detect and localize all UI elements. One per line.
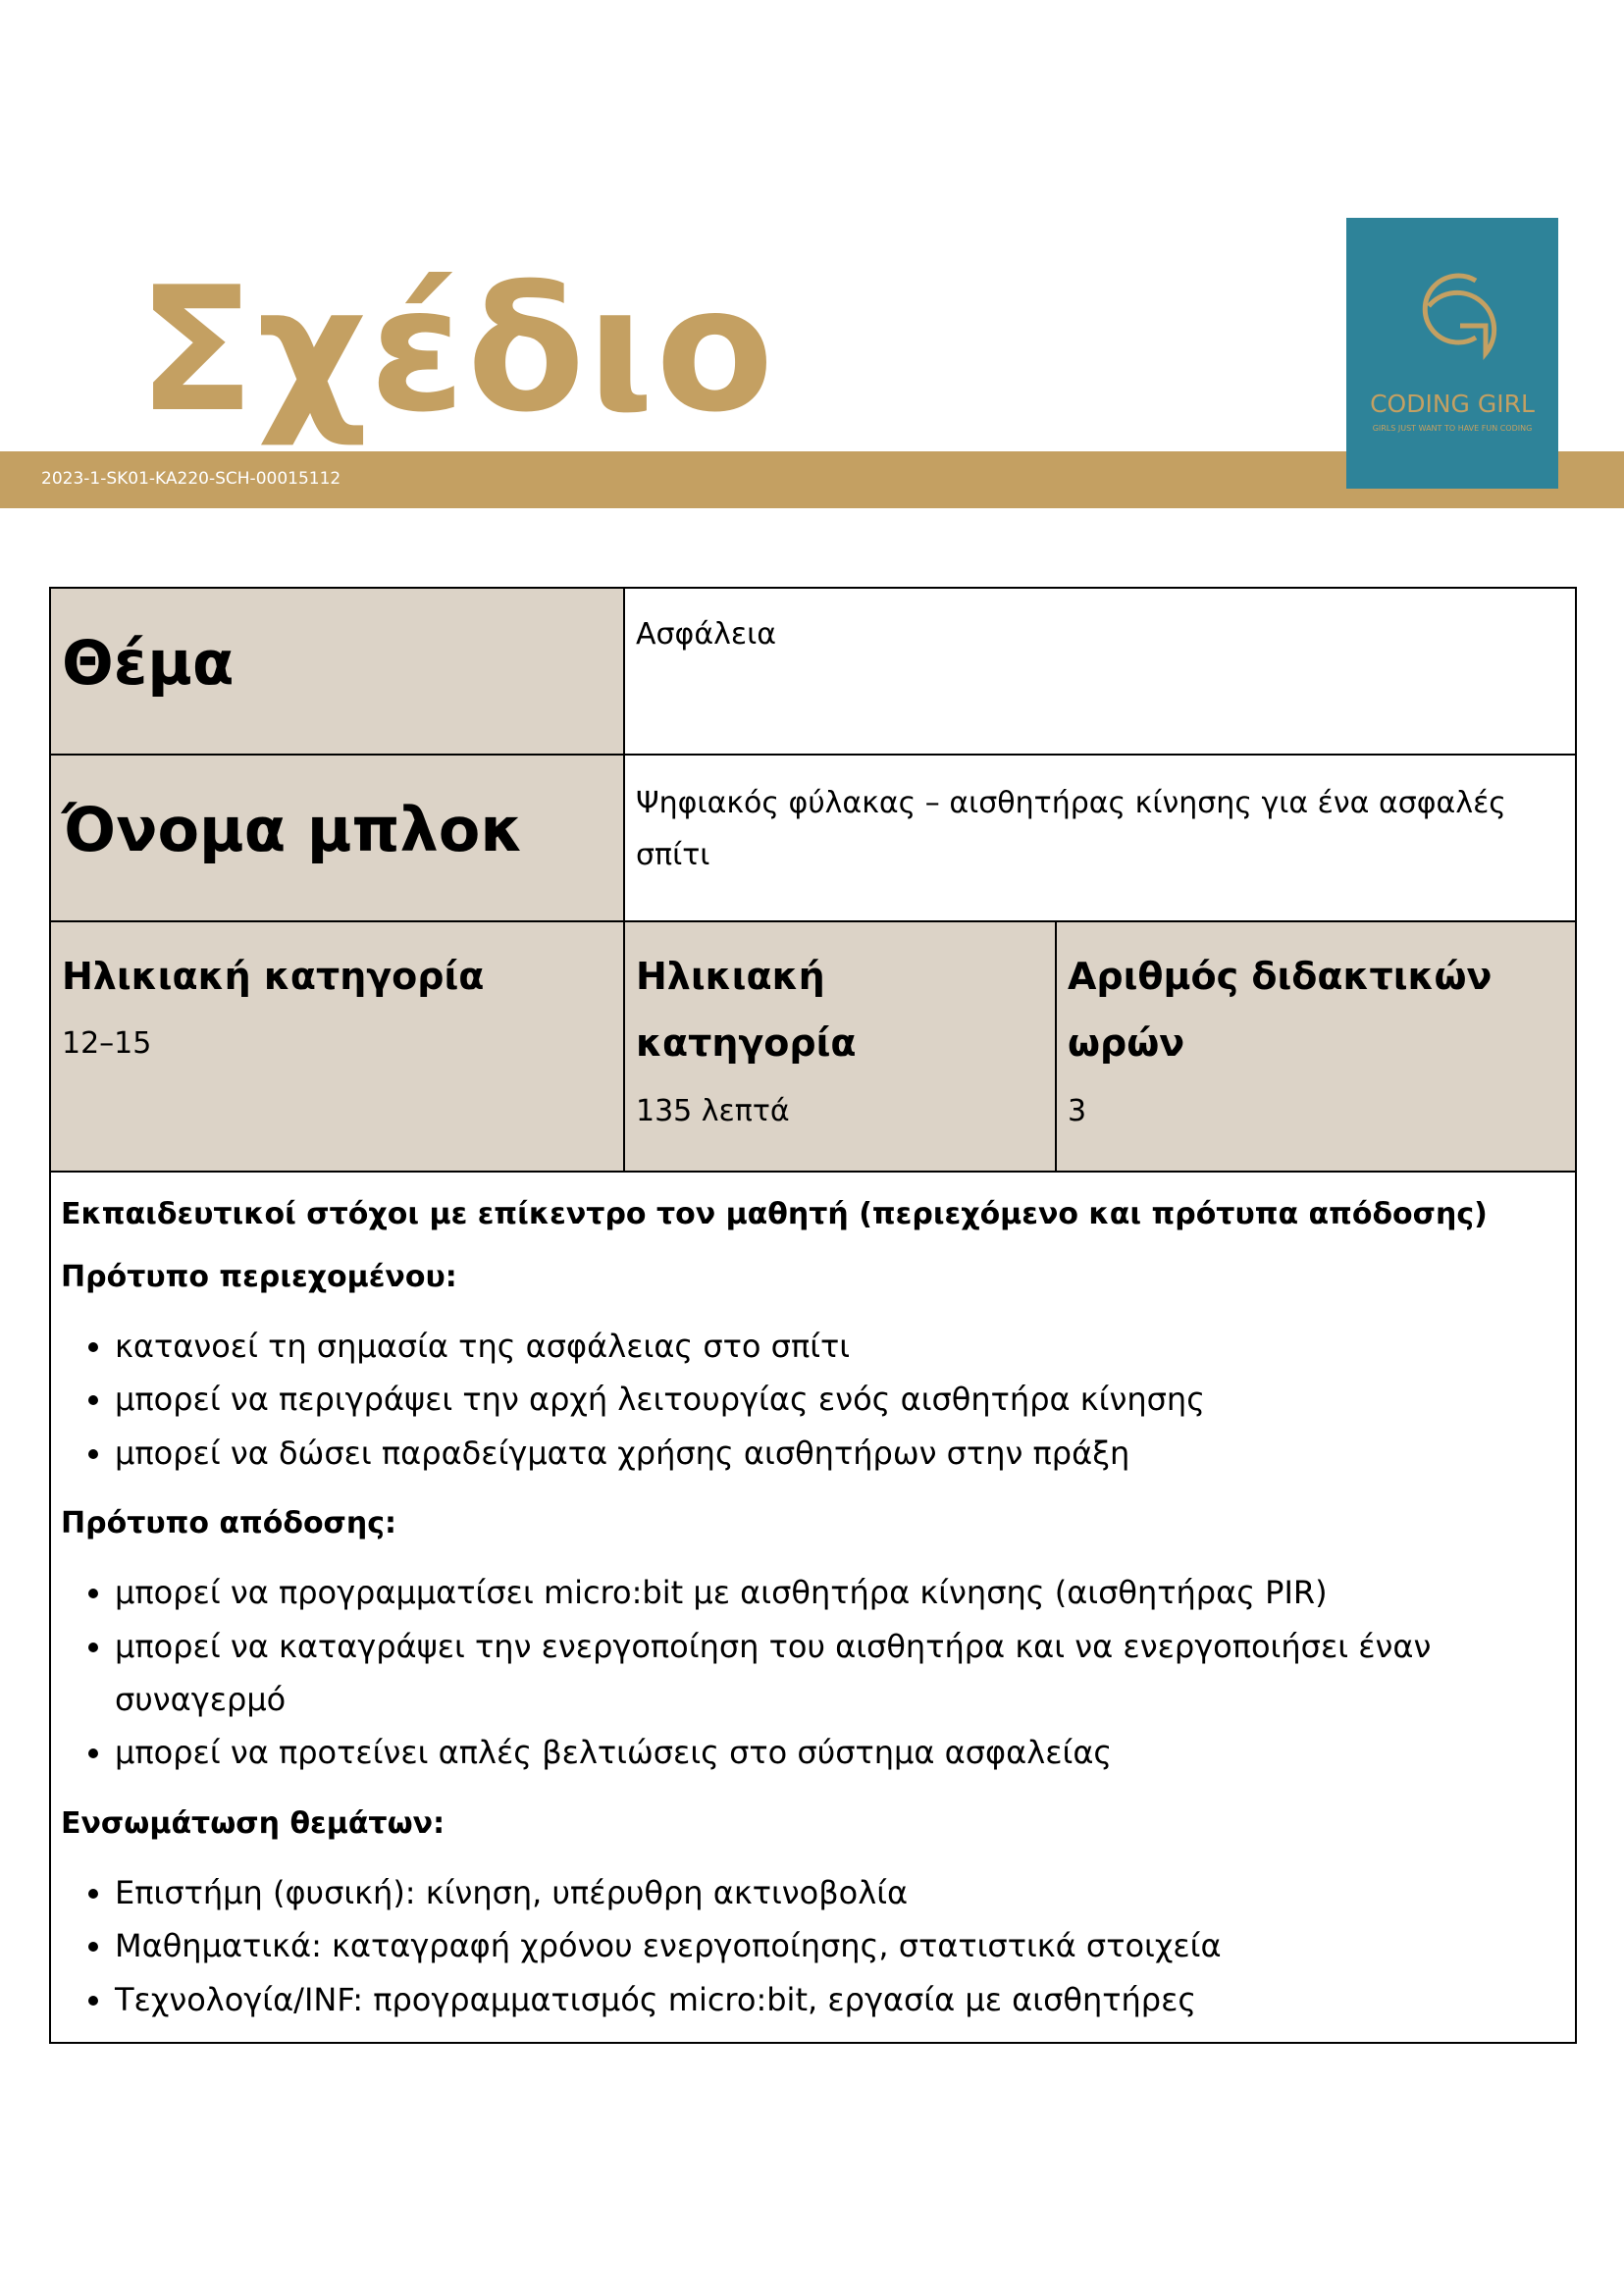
document-title: Σχέδιο — [137, 255, 776, 450]
project-code: 2023-1-SK01-KA220-SCH-00015112 — [41, 469, 341, 489]
block-label-cell — [50, 755, 624, 921]
theme-value-cell — [624, 588, 1576, 755]
objectives-row — [50, 1172, 1576, 2043]
cg-monogram-icon — [1401, 257, 1503, 385]
lessons-cell — [1056, 921, 1576, 1172]
block-row — [50, 755, 1576, 921]
integration-heading: Ενσωμάτωση θεμάτων: — [61, 1805, 445, 1841]
age-cell — [50, 921, 624, 1172]
duration-value: 135 λεπτά — [636, 1093, 790, 1128]
list-item: • κατανοεί τη σημασία της ασφάλειας στο σπίτι — [115, 1320, 1565, 1373]
list-item: • μπορεί να περιγράψει την αρχή λειτουργίας ενός αισθητήρα κίνησης — [115, 1373, 1565, 1426]
integration-list — [61, 1866, 1565, 2026]
objectives-cell — [50, 1172, 1576, 2043]
block-value-cell — [624, 755, 1576, 921]
list-item: • μπορεί να δώσει παραδείγματα χρήσης αισθητήρων στην πράξη — [115, 1427, 1565, 1480]
list-item: • Μαθηματικά: καταγραφή χρόνου ενεργοποίησης, στατιστικά στοιχεία — [115, 1919, 1565, 1972]
list-item: • Τεχνολογία/INF: προγραμματισμός micro:bit, εργασία με αισθητήρες — [115, 1973, 1565, 2026]
coding-girl-logo — [1346, 218, 1558, 489]
theme-label-cell — [50, 588, 624, 755]
logo-name: CODING GIRL — [1370, 390, 1535, 418]
theme-row — [50, 588, 1576, 755]
theme-value: Ασφάλεια — [636, 617, 776, 652]
block-value: Ψηφιακός φύλακας – αισθητήρας κίνησης για ένα ασφαλές σπίτι — [636, 786, 1506, 872]
content-heading: Πρότυπο περιεχομένου: — [61, 1260, 457, 1294]
list-item: • μπορεί να προτείνει απλές βελτιώσεις στο σύστημα ασφαλείας — [115, 1726, 1565, 1779]
duration-label: Ηλικιακή κατηγορία — [636, 955, 857, 1066]
theme-label: Θέμα — [62, 627, 235, 699]
age-value: 12–15 — [62, 1026, 152, 1062]
lessons-label: Αριθμός διδακτικών ωρών — [1068, 955, 1493, 1066]
performance-list — [61, 1566, 1565, 1780]
age-label: Ηλικιακή κατηγορία — [62, 955, 485, 998]
list-item: • Επιστήμη (φυσική): κίνηση, υπέρυθρη ακτινοβολία — [115, 1866, 1565, 1919]
list-item: • μπορεί να καταγράψει την ενεργοποίηση του αισθητήρα και να ενεργοποιήσει έναν συναγερμό — [115, 1620, 1565, 1727]
lesson-plan-table — [49, 587, 1577, 2044]
duration-cell — [624, 921, 1056, 1172]
list-item: • μπορεί να προγραμματίσει micro:bit με αισθητήρα κίνησης (αισθητήρας PIR) — [115, 1566, 1565, 1619]
performance-heading: Πρότυπο απόδοσης: — [61, 1506, 397, 1541]
lessons-value: 3 — [1068, 1093, 1087, 1128]
content-list — [61, 1320, 1565, 1480]
logo-tagline: GIRLS JUST WANT TO HAVE FUN CODING — [1372, 424, 1533, 433]
meta-row — [50, 921, 1576, 1172]
objectives-heading: Εκπαιδευτικοί στόχοι με επίκεντρο τον μαθητή (περιεχόμενο και πρότυπα απόδοσης) — [61, 1197, 1488, 1231]
block-label: Όνομα μπλοκ — [62, 794, 524, 865]
